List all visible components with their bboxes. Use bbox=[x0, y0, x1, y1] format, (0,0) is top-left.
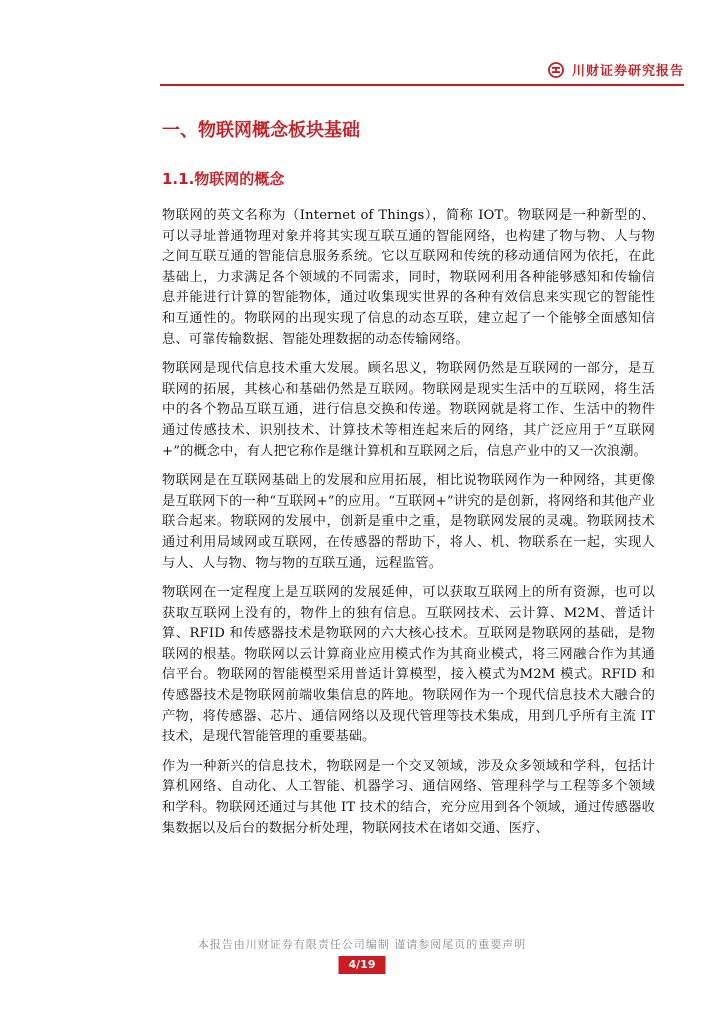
paragraph: 物联网是在互联网基础上的发展和应用拓展，相比说物联网作为一种网络，其更像是互联网下的一种“互联网+”的应用。“互联网+”讲究的是创新，将网络和其他产业联合起来。物联网的发展中，创新是重中之重，是物联网发展的灵魂。物联网技术通过利用局域网或互联网，在传感器的帮助下，将人、机、物联系在一起，实现人与人、人与物、物与物的互联互通，远程监管。 bbox=[162, 473, 655, 571]
brand bbox=[548, 60, 684, 79]
subsection-title: 1.1.物联网的概念 bbox=[162, 170, 285, 188]
disclaimer-note: 本报告由川财证券有限责任公司编制 谨请参阅尾页的重要声明 bbox=[197, 938, 527, 951]
section-title: 一、物联网概念板块基础 bbox=[162, 120, 360, 141]
header-rule bbox=[160, 84, 684, 86]
chuancai-logo-icon bbox=[548, 62, 564, 78]
paragraph: 作为一种新兴的信息技术，物联网是一个交叉领域，涉及众多领域和学科，包括计算机网络、自动化、人工智能、机器学习、通信网络、管理科学与工程等多个领域和学科。物联网还通过与其他 IT 技术的结合，充分应用到各个领域，通过传感器收集数据以及后台的数据分析处理，物联网技术在诸如交通、医疗、 bbox=[162, 758, 655, 836]
brand-name: 川财证券研究报告 bbox=[571, 64, 684, 79]
main-content bbox=[162, 118, 655, 848]
page-header bbox=[0, 52, 724, 86]
paragraph: 物联网的英文名称为（Internet of Things），简称 IOT。物联网是一种新型的、可以寻址普通物理对象并将其实现互联互通的智能网络，也构建了物与物、人与物之间互联互通的智能信息服务系统。它以互联网和传统的移动通信网为依托，在此基础上，力求满足各个领域的不同需求，同时，物联网利用各种能够感知和传输信息并能进行计算的智能物体，通过收集现实世界的各种有效信息来实现它的智能性和互通性的。物联网的出现实现了信息的动态互联，建立起了一个能够全面感知信息、可靠传输数据、智能处理数据的动态传输网络。 bbox=[162, 208, 655, 347]
paragraph: 物联网是现代信息技术重大发展。顾名思义，物联网仍然是互联网的一部分，是互联网的拓展，其核心和基础仍然是互联网。物联网是现实生活中的互联网，将生活中的各个物品互联互通，进行信息交换和传递。物联网就是将工作、生活中的物件通过传感技术、识别技术、计算技术等相连起来后的网络，其广泛应用于“互联网+”的概念中，有人把它称作是继计算机和互联网之后，信息产业中的又一次浪潮。 bbox=[162, 361, 655, 459]
page-number: 4/19 bbox=[339, 956, 386, 974]
paragraph: 物联网在一定程度上是互联网的发展延伸，可以获取互联网上的所有资源，也可以获取互联网上没有的，物件上的独有信息。互联网技术、云计算、M2M、普适计算、RFID 和传感器技术是物联网的六大核心技术。互联网是物联网的基础，是物联网的根基。物联网以云计算商业应用模式作为其商业模式，将三网融合作为其通信平台。物联网的智能模型采用普适计算模型，接入模式为M2M 模式。RFID 和传感器技术是物联网前端收集信息的阵地。物联网作为一个现代信息技术大融合的产物，将传感器、芯片、通信网络以及现代管理等技术集成，用到几乎所有主流 IT 技术，是现代智能管理的重要基础。 bbox=[162, 585, 655, 745]
